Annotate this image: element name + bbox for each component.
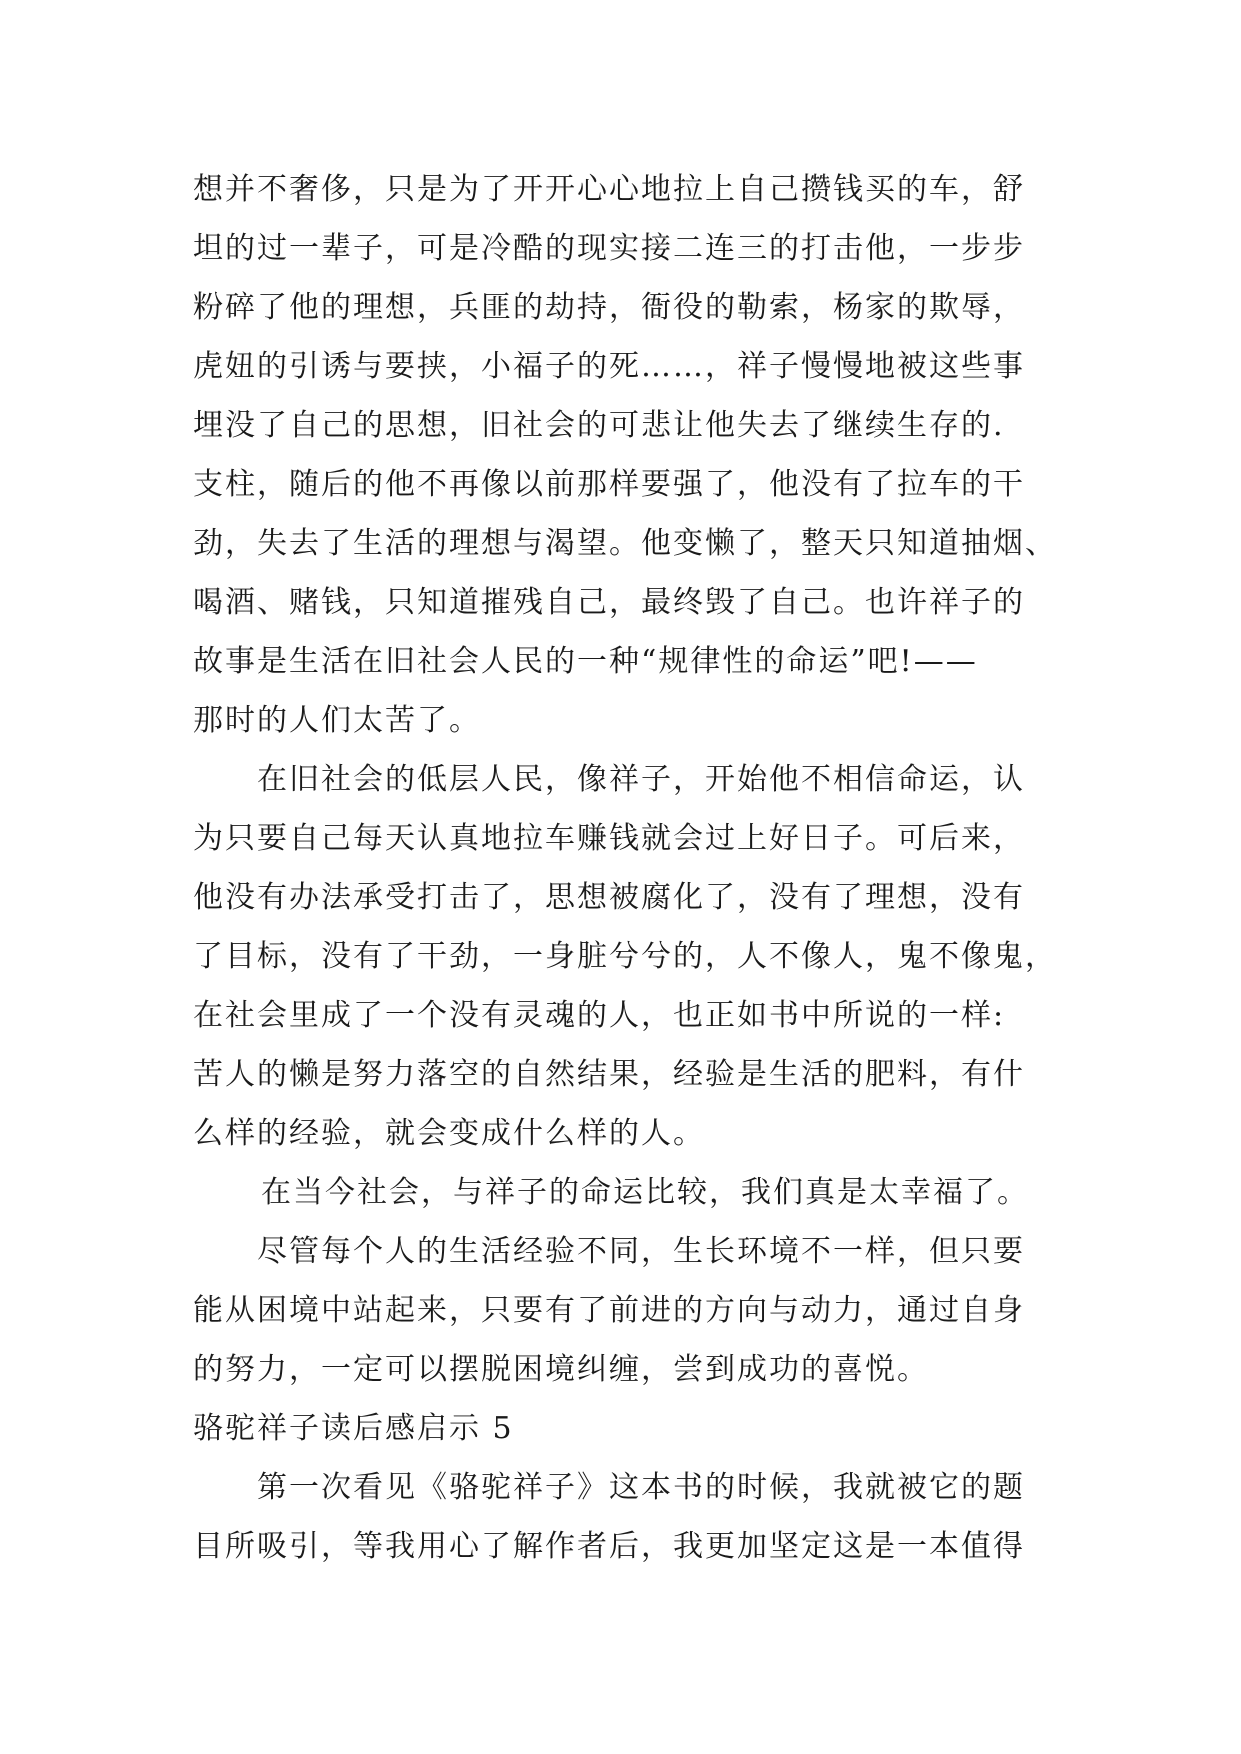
text-line: 喝酒、赌钱，只知道摧残自己，最终毁了自己。也许祥子的 (193, 585, 1025, 620)
text-line: 在社会里成了一个没有灵魂的人，也正如书中所说的一样: (193, 998, 1006, 1033)
paragraph-start-line: 在旧社会的低层人民，像祥子，开始他不相信命运，认 (257, 762, 1025, 797)
essay-text (193, 160, 1073, 1576)
paragraph-start-line: 在当今社会，与祥子的命运比较，我们真是太幸福了。 (261, 1175, 1029, 1210)
text-line: 了目标，没有了干劲，一身脏兮兮的，人不像人，鬼不像鬼， (193, 939, 1057, 974)
text-line: 的努力，一定可以摆脱困境纠缠，尝到成功的喜悦。 (193, 1352, 929, 1387)
text-line: 粉碎了他的理想，兵匪的劫持，衙役的勒索，杨家的欺辱， (193, 290, 1025, 325)
text-line: 劲，失去了生活的理想与渴望。他变懒了，整天只知道抽烟、 (193, 526, 1057, 561)
text-line: 他没有办法承受打击了，思想被腐化了，没有了理想，没有 (193, 880, 1025, 915)
text-line: 埋没了自己的思想，旧社会的可悲让他失去了继续生存的. (193, 408, 1005, 443)
text-line: 么样的经验，就会变成什么样的人。 (193, 1116, 705, 1151)
text-line: 故事是生活在旧社会人民的一种“规律性的命运”吧!—— (193, 644, 978, 679)
text-line: 能从困境中站起来，只要有了前进的方向与动力，通过自身 (193, 1293, 1025, 1328)
text-line: 坦的过一辈子，可是冷酷的现实接二连三的打击他，一步步 (193, 231, 1025, 266)
paragraph-start-line: 尽管每个人的生活经验不同，生长环境不一样，但只要 (257, 1234, 1025, 1269)
paragraph-start-line: 第一次看见《骆驼祥子》这本书的时候，我就被它的题 (257, 1470, 1025, 1505)
text-line: 目所吸引，等我用心了解作者后，我更加坚定这是一本值得 (193, 1529, 1025, 1564)
text-line: 为只要自己每天认真地拉车赚钱就会过上好日子。可后来， (193, 821, 1025, 856)
text-line: 苦人的懒是努力落空的自然结果，经验是生活的肥料，有什 (193, 1057, 1025, 1092)
text-line: 支柱，随后的他不再像以前那样要强了，他没有了拉车的干 (193, 467, 1025, 502)
text-line: 想并不奢侈，只是为了开开心心地拉上自己攒钱买的车，舒 (193, 172, 1025, 207)
text-line: 那时的人们太苦了。 (193, 703, 481, 738)
text-line: 虎妞的引诱与要挟，小福子的死……，祥子慢慢地被这些事 (193, 349, 1025, 384)
section-heading: 骆驼祥子读后感启示 5 (193, 1411, 514, 1446)
